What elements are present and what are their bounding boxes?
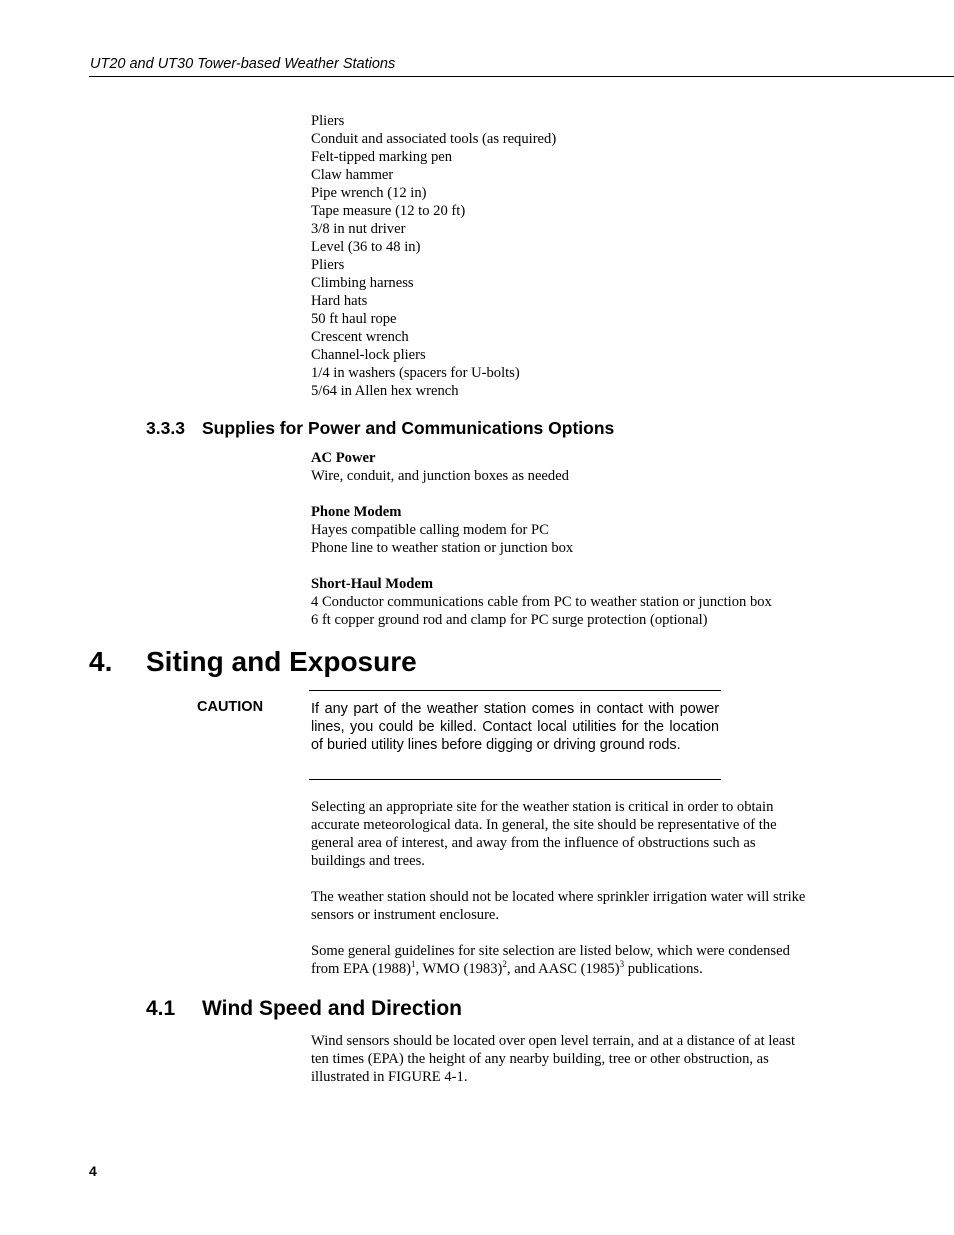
supply-line: Wire, conduit, and junction boxes as needed: [311, 468, 569, 484]
supply-group-heading: Phone Modem: [311, 504, 402, 520]
supply-line: 6 ft copper ground rod and clamp for PC surge protection (optional): [311, 612, 708, 628]
footnote-ref: 1: [411, 959, 416, 970]
list-item: Pliers: [311, 257, 345, 273]
chapter-4-body: [311, 798, 811, 996]
list-item: Claw hammer: [311, 167, 394, 183]
section-4-1-heading: [146, 997, 462, 1021]
running-header: [89, 56, 954, 77]
section-number: 3.3.3: [146, 418, 185, 438]
section-title: Supplies for Power and Communications Options: [202, 418, 615, 438]
paragraph: Selecting an appropriate site for the weather station is critical in order to obtain accurate meteorological data. In general, the site should be representative of the general area of interest, and away from the influence of obstructions such as buildings and trees.: [311, 799, 777, 869]
list-item: Level (36 to 48 in): [311, 239, 421, 255]
paragraph: [311, 942, 811, 978]
paragraph-text: , WMO (1983): [415, 961, 503, 977]
supply-line: 4 Conductor communications cable from PC to weather station or junction box: [311, 594, 772, 610]
list-item: 50 ft haul rope: [311, 311, 397, 327]
tool-list: [311, 112, 556, 400]
supply-group-short-haul-modem: [311, 575, 831, 629]
supply-group-phone-modem: [311, 503, 831, 557]
list-item: Conduit and associated tools (as required): [311, 131, 557, 147]
caution-text: If any part of the weather station comes in contact with power lines, you could be killed. Contact local utilities for the location of buried utility lines before digging or driving ground rods.: [311, 701, 719, 753]
list-item: Climbing harness: [311, 275, 414, 291]
caution-label: CAUTION: [197, 699, 264, 715]
page-number: 4: [89, 1163, 97, 1179]
list-item: Hard hats: [311, 293, 368, 309]
list-item: Pliers: [311, 113, 345, 129]
supply-line: Hayes compatible calling modem for PC: [311, 522, 549, 538]
chapter-title: Siting and Exposure: [146, 646, 417, 677]
supply-group-ac-power: [311, 449, 831, 485]
list-item: Tape measure (12 to 20 ft): [311, 203, 466, 219]
list-item: Felt-tipped marking pen: [311, 149, 453, 165]
supply-group-heading: Short-Haul Modem: [311, 576, 434, 592]
section-number: 4.1: [146, 997, 176, 1020]
chapter-number: 4.: [89, 646, 113, 677]
footnote-ref: 3: [619, 959, 625, 970]
paragraph: The weather station should not be located where sprinkler irrigation water will strike sensors or instrument enclosure.: [311, 889, 806, 923]
paragraph: Wind sensors should be located over open level terrain, and at a distance of at least ten times (EPA) the height of any nearby building, tree or other obstruction, as illustrated in FIGURE 4-1.: [311, 1033, 796, 1085]
list-item: 3/8 in nut driver: [311, 221, 406, 237]
section-title: Wind Speed and Direction: [202, 997, 462, 1020]
footnote-ref: 2: [502, 959, 507, 970]
list-item: Pipe wrench (12 in): [311, 185, 427, 201]
caution-box: [309, 690, 721, 780]
list-item: 5/64 in Allen hex wrench: [311, 383, 459, 399]
chapter-4-heading: [89, 646, 417, 678]
list-item: 1/4 in washers (spacers for U-bolts): [311, 365, 520, 381]
supply-line: Phone line to weather station or junction box: [311, 540, 574, 556]
section-4-1-body: [311, 1032, 811, 1104]
supply-group-heading: AC Power: [311, 450, 376, 466]
list-item: Channel-lock pliers: [311, 347, 426, 363]
paragraph-text: Some general guidelines for site selection are listed below, which were condensed from EPA (1988): [311, 943, 790, 977]
running-header-title: UT20 and UT30 Tower-based Weather Stations: [90, 56, 396, 72]
paragraph-text: , and AASC (1985): [506, 961, 620, 977]
section-3-3-3-heading: [146, 418, 614, 439]
list-item: Crescent wrench: [311, 329, 409, 345]
paragraph-text: publications.: [624, 961, 703, 977]
supplies-list: [311, 449, 831, 647]
